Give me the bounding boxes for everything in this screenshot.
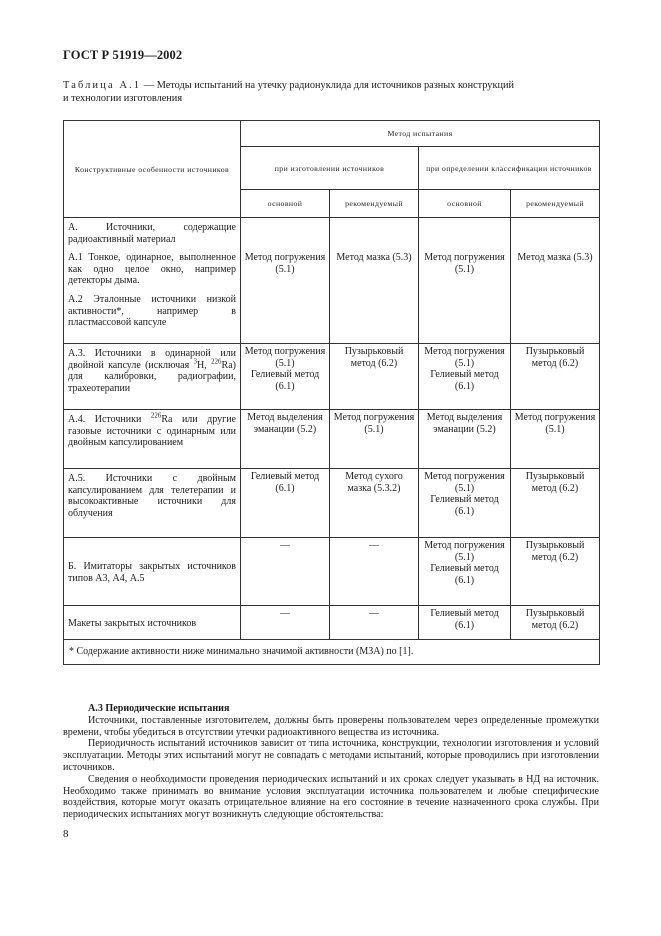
row-a-title: А. Источники, содержащие радиоактивный материал: [68, 222, 236, 245]
row-a3-cell-1-line-1: Метод погружения (5.1): [244, 346, 326, 369]
row-models-description: Макеты закрытых источников: [64, 606, 241, 640]
header-main-2: основной: [419, 190, 511, 218]
row-a3-cell-1: [241, 344, 330, 410]
row-a4-cell-1: Метод выделения эманации (5.2): [241, 410, 330, 469]
row-a4-sup: 226: [150, 411, 162, 420]
row-models-cell-3: Гелиевый метод (6.1): [419, 606, 511, 640]
table-row: [64, 538, 600, 606]
header-source-features: Конструктивные особенности источников: [64, 121, 241, 218]
row-a3-cell-4: Пузырьковый метод (6.2): [511, 344, 600, 410]
header-manufacturing: при изготовлении источников: [241, 147, 419, 190]
table-footnote: * Содержание активности ниже минимально значимой активности (МЗА) по [1].: [64, 640, 600, 665]
row-a-description: [64, 218, 241, 344]
row-b-cell-2: —: [330, 538, 419, 606]
row-b-cell-1: —: [241, 538, 330, 606]
row-a3-description: [64, 344, 241, 410]
header-test-method: Метод испытания: [241, 121, 600, 147]
row-a3-cell-2: Пузырьковый метод (6.2): [330, 344, 419, 410]
row-a3-text-1: А.3. Источники в одинарной или двойной капсуле (исключая: [68, 348, 236, 371]
row-a3-text-3: Ra) для калибровки, радиографии, трахеотерапии: [68, 359, 236, 394]
header-classification: при определении классификации источников: [419, 147, 600, 190]
row-a-cell-1: Метод погружения (5.1): [241, 218, 330, 344]
row-b-cell-3-line-1: Метод погружения (5.1): [424, 540, 505, 563]
table-row: [64, 218, 600, 344]
methods-table: [63, 120, 600, 665]
page-number: 8: [63, 828, 69, 840]
table-caption-text: — Методы испытаний на утечку радионуклида для источников разных конструкций: [141, 80, 514, 91]
row-a4-cell-4: Метод погружения (5.1): [511, 410, 600, 469]
header-recommended-1: рекомендуемый: [330, 190, 419, 218]
row-models-cell-4: Пузырьковый метод (6.2): [511, 606, 600, 640]
header-main-1: основной: [241, 190, 330, 218]
section-paragraph-3: Сведения о необходимости проведения периодических испытаний и их сроках следует указывать в НД на источник. Необходимо также принимать во внимание условия эксплуатации источника пользователем и любые специфические воздействия, которые могут оказать отрицательное влияние на его состояние в течение назначенного срока службы. При периодических испытаниях могут возникнуть следующие обстоятельства:: [63, 773, 599, 821]
row-a3-text-2: Н,: [197, 359, 212, 371]
row-a3-sup-1: 3: [193, 357, 197, 366]
row-b-description: Б. Имитаторы закрытых источников типов А3, А4, А.5: [64, 538, 241, 606]
row-a3-sup-2: 226: [211, 357, 222, 366]
document-header: ГОСТ Р 51919—2002: [63, 48, 183, 62]
section-paragraph-2: Периодичность испытаний источников зависит от типа источника, конструкции, технологии изготовления и условий эксплуатации. Методы этих испытаний могут не совпадать с методами испытаний, которые проводились при изготовлении источников.: [63, 738, 599, 773]
row-a1-text: А.1 Тонкое, одинарное, выполненное как одно целое окно, например детекторы дыма.: [68, 252, 236, 287]
row-models-cell-2: —: [330, 606, 419, 640]
row-a4-cell-2: Метод погружения (5.1): [330, 410, 419, 469]
section-title: А.3 Периодические испытания: [88, 703, 230, 714]
table-caption: [63, 80, 603, 105]
row-a3-cell-1-line-2: Гелиевый метод (6.1): [250, 369, 320, 392]
row-b-cell-3: [419, 538, 511, 606]
row-b-cell-3-line-2: Гелиевый метод (6.1): [430, 563, 499, 586]
row-a5-cell-3-line-1: Метод погружения (5.1): [424, 471, 505, 494]
row-a2-text: А.2 Эталонные источники низкой активности*, например в пластмассовой капсуле: [68, 293, 236, 329]
row-a5-cell-4: Пузырьковый метод (6.2): [511, 469, 600, 538]
table-row: [64, 606, 600, 640]
table-label: Таблица А.1: [63, 80, 142, 91]
table-row: [64, 344, 600, 410]
row-a4-cell-3: Метод выделения эманации (5.2): [419, 410, 511, 469]
row-a3-cell-3: [419, 344, 511, 410]
row-a-cell-2: Метод мазка (5.3): [330, 218, 419, 344]
row-a5-cell-1: Гелиевый метод (6.1): [241, 469, 330, 538]
row-a5-description: А.5. Источники с двойным капсулированием для телетерапии и высокоактивные источники для облучения: [64, 469, 241, 538]
row-a5-cell-3-line-2: Гелиевый метод (6.1): [430, 494, 499, 517]
row-a4-text-1: А.4. Источники: [68, 414, 151, 425]
periodic-tests-section: [63, 700, 599, 821]
row-a4-text-2: Ra или другие газовые источники с одинарным или двойным капсулированием: [68, 414, 236, 449]
row-a5-cell-3: [419, 469, 511, 538]
section-paragraph-1: Источники, поставленные изготовителем, должны быть проверены пользователем через определенные промежутки времени, чтобы убедиться в отсутствии утечки радиоактивного вещества из источника.: [63, 714, 599, 738]
row-a5-cell-2: Метод сухого мазка (5.3.2): [330, 469, 419, 538]
row-a3-cell-3-line-2: Гелиевый метод (6.1): [430, 369, 499, 392]
table-row: [64, 410, 600, 469]
row-b-cell-4: Пузырьковый метод (6.2): [511, 538, 600, 606]
row-a4-description: [64, 410, 241, 469]
table-row: [64, 469, 600, 538]
row-models-cell-1: —: [241, 606, 330, 640]
table-caption-line2: и технологии изготовления: [63, 92, 183, 104]
row-a-cell-3: Метод погружения (5.1): [419, 218, 511, 344]
header-recommended-2: рекомендуемый: [511, 190, 600, 218]
row-a-cell-4: Метод мазка (5.3): [511, 218, 600, 344]
row-a3-cell-3-line-1: Метод погружения (5.1): [424, 346, 505, 369]
